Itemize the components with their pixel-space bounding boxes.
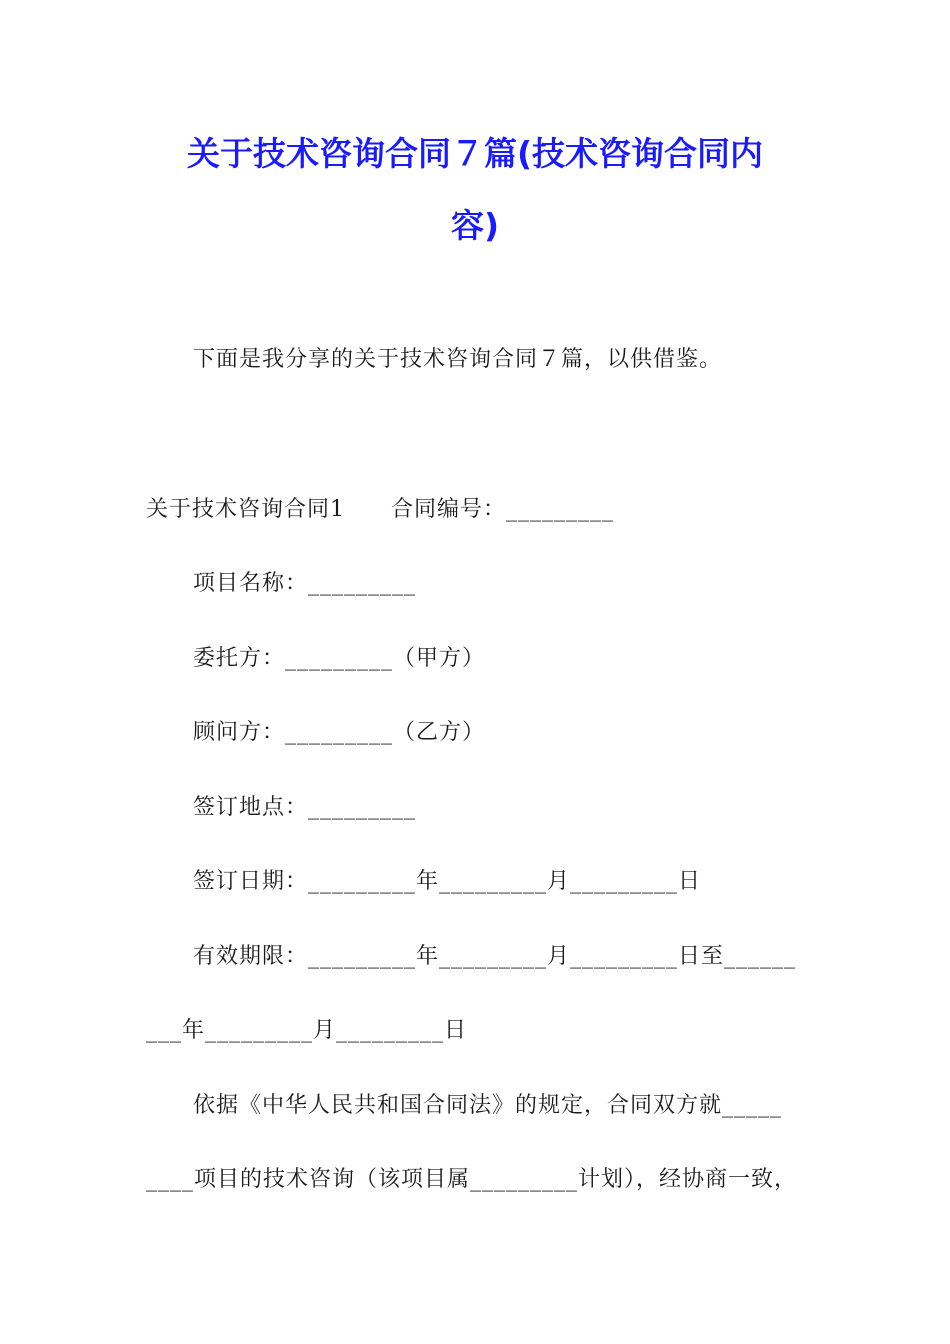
client-line: 委托方：_________（甲方）	[193, 646, 486, 671]
validity-line-2: ___年_________月_________日	[146, 1018, 468, 1043]
contract-heading: 关于技术咨询合同1 合同编号：_________	[146, 497, 614, 522]
sign-place-line: 签订地点：_________	[193, 795, 417, 820]
basis-line-1: 依据《中华人民共和国合同法》的规定，合同双方就_____	[193, 1093, 783, 1118]
document-title-line-2: 容)	[450, 206, 500, 245]
project-name-line: 项目名称：_________	[193, 571, 417, 596]
basis-line-2: ____项目的技术咨询（该项目属_________计划），经协商一致，	[146, 1167, 798, 1192]
intro-paragraph: 下面是我分享的关于技术咨询合同７篇，以供借鉴。	[193, 347, 723, 372]
document-title-line-1: 关于技术咨询合同７篇(技术咨询合同内	[186, 134, 764, 173]
consultant-line: 顾问方：_________（乙方）	[193, 720, 486, 745]
sign-date-line: 签订日期：_________年_________月_________日	[193, 869, 702, 894]
validity-line-1: 有效期限：_________年_________月_________日至______	[193, 944, 797, 969]
